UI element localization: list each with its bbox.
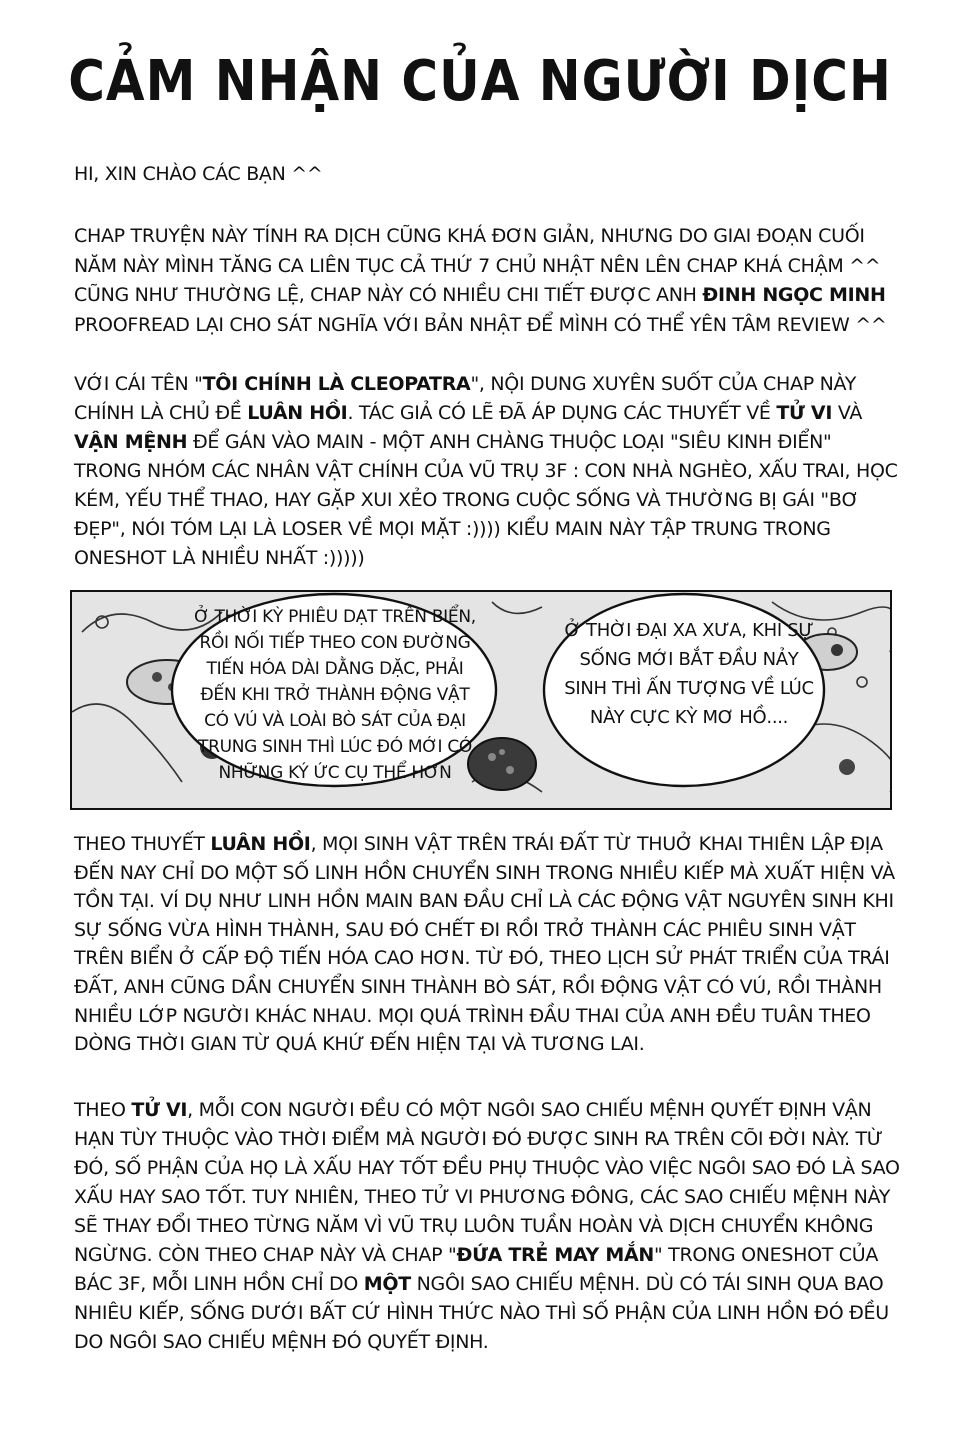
body-text: CHAP TRUYỆN NÀY TÍNH RA DỊCH CŨNG KHÁ ĐƠN GIẢN, NHƯNG DO GIAI ĐOẠN CUỐI NĂM NÀY MÌNH TĂNG CA LIÊN TỤC CẢ THỨ 7 CHỦ NHẬT NÊN LÊN CHAP KHÁ CHẬM ^^ CŨNG NHƯ THƯỜNG LỆ, CHAP NÀY CÓ NHIỀU CHI TIẾT ĐƯỢC ANH bbox=[74, 225, 881, 306]
emphasis-text: LUÂN HỒI bbox=[247, 402, 348, 424]
body-text: ", NỘI DUNG XUYÊN SUỐT CỦA CHAP NÀY CHÍNH LÀ CHỦ ĐỀ bbox=[74, 373, 857, 424]
speech-bubble-right: Ở THỜI ĐẠI XA XƯA, KHI SỰ SỐNG MỚI BẮT ĐẦU NẢY SINH THÌ ẤN TƯỢNG VỀ LÚC NÀY CỰC KỲ MƠ HỒ.... bbox=[564, 620, 814, 728]
body-text: VỚI CÁI TÊN " bbox=[74, 373, 203, 395]
emphasis-text: LUÂN HỒI bbox=[210, 833, 311, 855]
body-text: , MỖI CON NGƯỜI ĐỀU CÓ MỘT NGÔI SAO CHIẾU MỆNH QUYẾT ĐỊNH VẬN HẠN TÙY THUỘC VÀO THỜI ĐIỂM MÀ NGƯỜI ĐÓ ĐƯỢC SINH RA TRÊN CÕI ĐỜI NÀY. TỪ ĐÓ, SỐ PHẬN CỦA HỌ LÀ XẤU HAY TỐT ĐỀU PHỤ THUỘC VÀO VIỆC NGÔI SAO ĐÓ LÀ SAO XẤU HAY SAO TỐT. TUY NHIÊN, THEO TỬ VI PHƯƠNG ĐÔNG, CÁC SAO CHIẾU MỆNH NÀY SẼ THAY ĐỔI THEO TỪNG NĂM VÌ VŨ TRỤ LUÔN TUẦN HOÀN VÀ DỊCH CHUYỂN KHÔNG NGỪNG. CÒN THEO CHAP NÀY VÀ CHAP " bbox=[74, 1099, 900, 1266]
emphasis-text: TỬ VI bbox=[776, 402, 833, 424]
body-text: , MỌI SINH VẬT TRÊN TRÁI ĐẤT TỪ THUỞ KHAI THIÊN LẬP ĐỊA ĐẾN NAY CHỈ DO MỘT SỐ LINH HỒN CHUYỂN SINH TRONG NHIỀU KIẾP MÀ XUẤT HIỆN VÀ TỒN TẠI. VÍ DỤ NHƯ LINH HỒN MAIN BAN ĐẦU CHỈ LÀ CÁC ĐỘNG VẬT NGUYÊN SINH KHI SỰ SỐNG VỪA HÌNH THÀNH, SAU ĐÓ CHẾT ĐI RỒI TRỞ THÀNH CÁC PHIÊU SINH VẬT TRÊN BIỂN Ở CẤP ĐỘ TIẾN HÓA CAO HƠN. TỪ ĐÓ, THEO LỊCH SỬ PHÁT TRIỂN CỦA TRÁI ĐẤT, ANH CŨNG DẦN CHUYỂN SINH THÀNH BÒ SÁT, RỒI ĐỘNG VẬT CÓ VÚ, RỒI THÀNH NHIỀU LỚP NGƯỜI KHÁC NHAU. MỌI QUÁ TRÌNH ĐẦU THAI CỦA ANH ĐỀU TUÂN THEO DÒNG THỜI GIAN TỪ QUÁ KHỨ ĐẾN HIỆN TẠI VÀ TƯƠNG LAI. bbox=[74, 833, 895, 1056]
body-text: ĐỂ GÁN VÀO MAIN - MỘT ANH CHÀNG THUỘC LOẠI "SIÊU KINH ĐIỂN" TRONG NHÓM CÁC NHÂN VẬT CHÍNH CỦA VŨ TRỤ 3F : CON NHÀ NGHÈO, XẤU TRAI, HỌC KÉM, YẾU THỂ THAO, HAY GẶP XUI XẺO TRONG CUỘC SỐNG VÀ THƯỜNG BỊ GÁI "BƠ ĐẸP", NÓI TÓM LẠI LÀ LOSER VỀ MỌI MẶT :)))) KIỂU MAIN NÀY TẬP TRUNG TRONG ONESHOT LÀ NHIỀU NHẤT :))))) bbox=[74, 431, 898, 569]
body-text: THEO bbox=[74, 1099, 132, 1121]
body-text: . TÁC GIẢ CÓ LẼ ĐÃ ÁP DỤNG CÁC THUYẾT VỀ bbox=[347, 402, 777, 424]
paragraph-translation-note bbox=[74, 222, 904, 340]
emphasis-text: MỘT bbox=[363, 1273, 411, 1295]
body-text: VÀ bbox=[832, 402, 863, 424]
speech-bubble-left: Ở THỜI KỲ PHIÊU DẠT TRÊN BIỂN, RỒI NỐI TIẾP THEO CON ĐƯỜNG TIẾN HÓA DÀI DẰNG DẶC, PHẢI ĐẾN KHI TRỞ THÀNH ĐỘNG VẬT CÓ VÚ VÀ LOÀI BÒ SÁT CỦA ĐẠI TRUNG SINH THÌ LÚC ĐÓ MỚI CÓ NHỮNG KÝ ỨC CỤ THỂ HƠN bbox=[194, 607, 476, 783]
body-text: NGÔI SAO CHIẾU MỆNH. DÙ CÓ TÁI SINH QUA BAO NHIÊU KIẾP, SỐNG DƯỚI BẤT CỨ HÌNH THỨC NÀO THÌ SỐ PHẬN CỦA LINH HỒN ĐÓ ĐỀU DO NGÔI SAO CHIẾU MỆNH ĐÓ QUYẾT ĐỊNH. bbox=[74, 1273, 889, 1353]
manga-panel bbox=[70, 590, 892, 810]
emphasis-text: TỬ VI bbox=[131, 1099, 188, 1121]
body-text: PROOFREAD LẠI CHO SÁT NGHĨA VỚI BẢN NHẬT ĐỂ MÌNH CÓ THỂ YÊN TÂM REVIEW ^^ bbox=[74, 313, 887, 336]
emphasis-text: TÔI CHÍNH LÀ CLEOPATRA bbox=[202, 373, 471, 395]
emphasis-text: ĐỨA TRẺ MAY MẮN bbox=[456, 1244, 654, 1266]
emphasis-text: VẬN MỆNH bbox=[74, 431, 188, 453]
page-title: CẢM NHẬN CỦA NGƯỜI DỊCH bbox=[68, 48, 892, 114]
emphasis-text: ĐINH NGỌC MINH bbox=[702, 284, 886, 306]
body-text: THEO THUYẾT bbox=[74, 833, 211, 855]
paragraph-cleopatra-theme bbox=[74, 370, 904, 573]
paragraph-reincarnation bbox=[74, 830, 904, 1059]
body-text: " TRONG ONESHOT CỦA BÁC 3F, MỖI LINH HỒN CHỈ DO bbox=[74, 1244, 879, 1295]
intro-greeting: HI, XIN CHÀO CÁC BẠN ^^ bbox=[74, 163, 323, 185]
paragraph-astrology bbox=[74, 1096, 904, 1357]
